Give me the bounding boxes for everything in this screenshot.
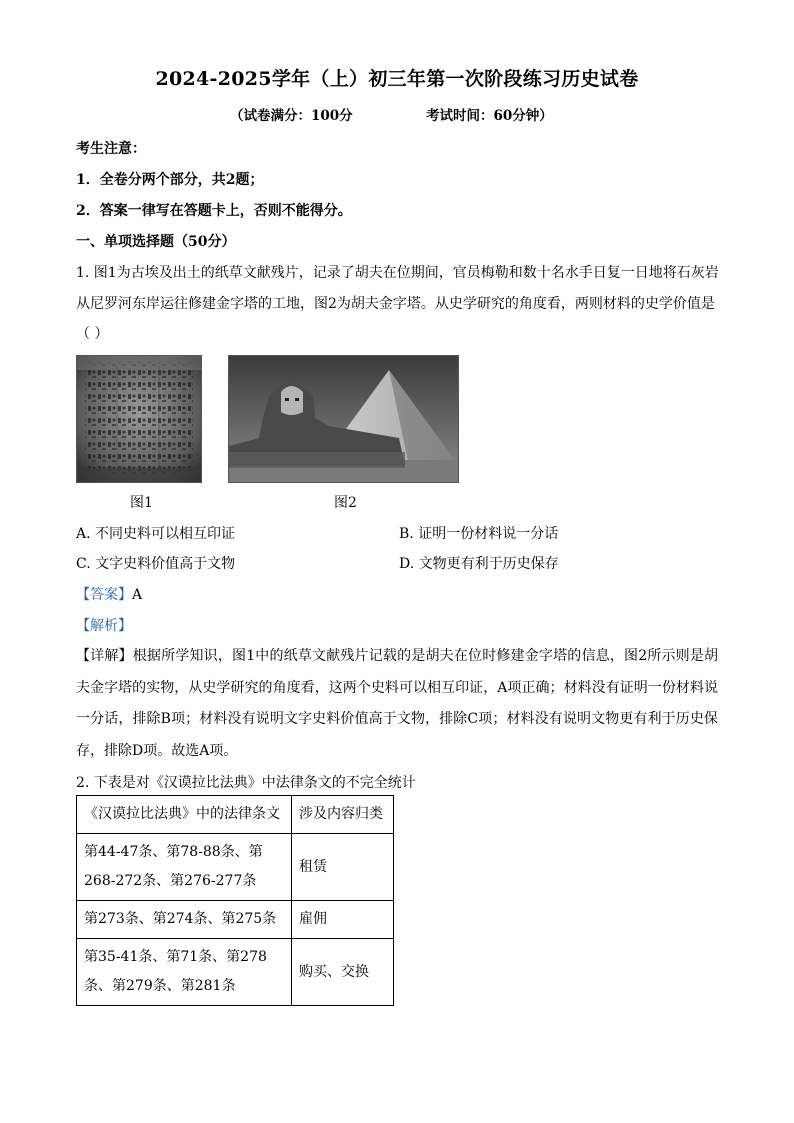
table-cell: 雇佣 <box>292 901 394 939</box>
q1-stem-line-2: 从尼罗河东岸运往修建金字塔的工地，图2为胡夫金字塔。从史学研究的角度看，两则材料的史学价值是 <box>76 296 715 312</box>
figure-1-caption: 图1 <box>130 495 153 511</box>
option-d: D. 文物更有利于历史保存 <box>399 556 559 572</box>
table-cell: 租赁 <box>292 834 394 901</box>
section-heading: 一、单项选择题（50分） <box>76 234 236 250</box>
q1-stem-line-1: 1. 图1为古埃及出土的纸草文献残片，记录了胡夫在位期间，官员梅勒和数十名水手日复一日地将石灰岩 <box>76 265 719 281</box>
table-cell: 第35-41条、第71条、第278条、第279条、第281条 <box>77 939 292 1006</box>
detail-label: 【详解】 <box>76 648 133 664</box>
full-score: （试卷满分：100分 <box>230 108 353 124</box>
notice-item-1: 1．全卷分两个部分，共2题； <box>76 172 264 188</box>
table-cell: 购买、交换 <box>292 939 394 1006</box>
option-a: A. 不同史料可以相互印证 <box>76 526 236 542</box>
q2-stem: 2. 下表是对《汉谟拉比法典》中法律条文的不完全统计 <box>76 775 416 791</box>
papyrus-fragment-image <box>76 355 202 483</box>
table-header-row <box>77 796 394 834</box>
table-row <box>77 939 394 1006</box>
table-cell: 第273条、第274条、第275条 <box>77 901 292 939</box>
detail-paragraph <box>76 641 718 767</box>
figure-2-caption: 图2 <box>334 495 357 511</box>
option-b: B. 证明一份材料说一分话 <box>399 526 559 542</box>
table-row <box>77 834 394 901</box>
exam-time: 考试时间：60分钟） <box>426 108 553 124</box>
notice-heading: 考生注意： <box>76 141 146 157</box>
page-title: 2024-2025学年（上）初三年第一次阶段练习历史试卷 <box>155 68 639 90</box>
table-header-cell: 《汉谟拉比法典》中的法律条文 <box>77 796 292 834</box>
detail-text: 根据所学知识，图1中的纸草文献残片记载的是胡夫在位时修建金字塔的信息，图2所示则是胡夫金字塔的实物，从史学研究的角度看，这两个史料可以相互印证，A项正确；材料没有证明一份材料说一分话，排除B项；材料没有说明文字史料价值高于文物，排除C项；材料没有说明文物更有利于历史保存，排除D项。故选A项。 <box>76 648 719 759</box>
answer-value: A <box>132 587 143 603</box>
table-header-cell: 涉及内容归类 <box>292 796 394 834</box>
law-articles-table <box>76 795 394 1006</box>
sphinx-pyramid-image <box>228 355 459 483</box>
analysis-label: 【解析】 <box>76 618 132 634</box>
q1-stem-line-3: （ ） <box>76 326 109 342</box>
answer-label: 【答案】 <box>76 587 132 603</box>
option-c: C. 文字史料价值高于文物 <box>76 556 236 572</box>
table-row <box>77 901 394 939</box>
table-cell: 第44-47条、第78-88条、第268-272条、第276-277条 <box>77 834 292 901</box>
notice-item-2: 2．答案一律写在答题卡上，否则不能得分。 <box>76 203 352 219</box>
answer-line <box>76 584 142 604</box>
